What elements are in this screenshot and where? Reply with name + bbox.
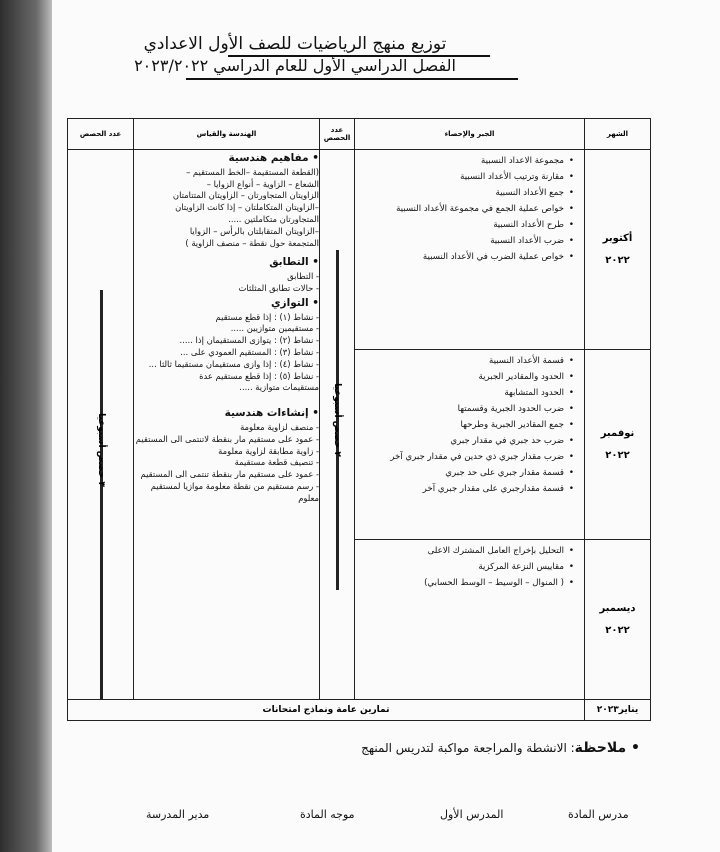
- month-year: ٢٠٢٢: [605, 449, 630, 461]
- month-cell: [585, 150, 651, 350]
- footer-month: يناير٢٠٢٣: [585, 700, 651, 721]
- month-name: نوفمبر: [600, 427, 635, 439]
- list-item: • جمع الأعداد النسبية: [361, 188, 574, 199]
- text-line: - نشاط (٣) : المستقيم العمودي على ...: [134, 347, 319, 359]
- algebra-list: [355, 350, 584, 504]
- list-item: • مقارنة وترتيب الأعداد النسبية: [361, 172, 574, 183]
- text-line: المتجاورتان متكاملتين .....: [228, 213, 319, 224]
- document-subtitle: الفصل الدراسي الأول للعام الدراسي ٢٠٢٣/٢٠٢٢: [134, 56, 456, 75]
- algebra-list: [355, 150, 584, 272]
- text-line: - حالات تطابق المثلثات: [134, 283, 319, 295]
- section-title: • مفاهيم هندسية: [134, 153, 319, 165]
- month-name: أكتوبر: [602, 232, 633, 244]
- text-line: (القطعة المستقيمة –الخط المستقيم –: [186, 166, 319, 177]
- algebra-cell: [355, 540, 585, 700]
- text-line: - نشاط (٥) : إذا قطع مستقيم عدة: [134, 371, 319, 383]
- month-cell: [585, 350, 651, 540]
- list-item: • ضرب مقدار جبري ذي حدين في مقدار جبري آخر: [361, 452, 574, 463]
- signature-principal: مدير المدرسة: [146, 808, 210, 821]
- signature-teacher: مدرس المادة: [568, 808, 629, 821]
- text-line: - نشاط (١) : إذا قطع مستقيم: [134, 312, 319, 324]
- month-name: ديسمبر: [599, 602, 636, 614]
- list-item: • قسمة مقدار جبري على حد جبري: [361, 468, 574, 479]
- list-item: • ( المنوال – الوسيط – الوسط الحسابي): [361, 578, 574, 589]
- footer-text: تمارين عامة ونماذج امتحانات: [68, 700, 585, 721]
- list-item: • مجموعة الاعداد النسبية: [361, 156, 574, 167]
- text-line: - منصف لزاوية معلومة: [134, 422, 319, 434]
- page-shadow-edge: [0, 0, 52, 852]
- text-line: - تنصيف قطعة مستقيمة: [134, 457, 319, 469]
- subtitle-underline: [186, 78, 518, 80]
- note-text: : الانشطة والمراجعة مواكبة لتدريس المنهج: [361, 741, 575, 755]
- section-title: • التطابق: [134, 257, 319, 269]
- weeks-text: ٢ حصص أسبوعيا: [332, 383, 342, 457]
- text-line: الزاويتان المتجاورتان – الزاويتان المتتامتان: [172, 190, 319, 201]
- text-line: - عمود على مستقيم مار بنقطة لاتنتمى الى المستقيم: [134, 434, 319, 446]
- algebra-cell: [355, 350, 585, 540]
- signature-first-teacher: المدرس الأول: [440, 808, 504, 821]
- table-row: [68, 150, 651, 350]
- header-month: الشهر: [585, 119, 651, 150]
- section-title: • إنشاءات هندسية: [134, 408, 319, 420]
- text-line: –الزاويتان المتكاملتان – إذا كانت الزاويتان: [175, 202, 319, 213]
- list-item: • ضرب الأعداد النسبية: [361, 236, 574, 247]
- list-item: • طرح الأعداد النسبية: [361, 220, 574, 231]
- header-weeks: عدد الحصص: [320, 119, 355, 150]
- periods-bracket: [100, 290, 103, 700]
- list-item: • خواص عملية الضرب في الأعداد النسبية: [361, 252, 574, 263]
- list-item: • قسمة مقدارجبري على مقدار جبري آخر: [361, 484, 574, 495]
- month-year: ٢٠٢٢: [605, 254, 630, 266]
- text-line: –الزاويتان المتقابلتان بالرأس – الزوايا: [189, 225, 319, 236]
- text-line: - نشاط (٢) : يتوازى المستقيمان إذا .....: [134, 335, 319, 347]
- periods-cell: [68, 150, 134, 700]
- text-line: - نشاط (٤) : إذا وازى مستقيمان مستقيما ثالثا ...: [134, 359, 319, 371]
- list-item: • مقاييس النزعة المركزية: [361, 562, 574, 573]
- document-title: توزيع منهج الرياضيات للصف الأول الاعدادي: [143, 34, 447, 54]
- algebra-cell: [355, 150, 585, 350]
- month-cell: [585, 540, 651, 700]
- note-bullet: •: [626, 740, 640, 756]
- table-footer-row: [68, 700, 651, 721]
- list-item: • خواص عملية الجمع في مجموعة الأعداد النسبية: [361, 204, 574, 215]
- section-title: • التوازي: [134, 298, 319, 310]
- list-item: • ضرب الحدود الجبرية وقسمتها: [361, 404, 574, 415]
- text-line: المتجمعة حول نقطة – منصف الزاوية ): [185, 237, 319, 248]
- header-geometry: الهندسة والقياس: [134, 119, 320, 150]
- note-label: ملاحظة: [574, 740, 627, 756]
- text-line: - زاوية مطابقة لزاوية معلومة: [134, 446, 319, 458]
- text-line: - رسم مستقيم من نقطة معلومة موازيا لمستقيم معلوم: [134, 481, 319, 505]
- header-periods: عدد الحصص: [68, 119, 134, 150]
- text-line: مستقيمات متوازية .....: [239, 382, 319, 393]
- signature-supervisor: موجه المادة: [300, 808, 355, 821]
- header-algebra: الجبر والإحصاء: [355, 119, 585, 150]
- list-item: • جمع المقادير الجبرية وطرحها: [361, 420, 574, 431]
- note: [361, 740, 640, 756]
- curriculum-table: [67, 118, 651, 721]
- table-header-row: [68, 119, 651, 150]
- list-item: • التحليل بإخراج العامل المشترك الاعلى: [361, 546, 574, 557]
- list-item: • الحدود المتشابهة: [361, 388, 574, 399]
- text-line: - التطابق: [134, 271, 319, 283]
- algebra-list: [355, 540, 584, 598]
- list-item: • الحدود والمقادير الجبرية: [361, 372, 574, 383]
- text-line: - عمود على مستقيم مار بنقطة تنتمى الى المستقيم: [134, 469, 319, 481]
- text-line: - مستقيمين متوازيين .....: [134, 323, 319, 335]
- geometry-cell: [134, 150, 320, 700]
- weeks-cell: [320, 150, 355, 700]
- month-year: ٢٠٢٢: [605, 624, 630, 636]
- list-item: • قسمة الأعداد النسبية: [361, 356, 574, 367]
- text-line: الشعاع – الزاوية – أنواع الزوايا –: [206, 178, 319, 189]
- periods-text: ٣ حصص أسبوعيا: [95, 413, 106, 487]
- list-item: • ضرب حد جبري في مقدار جبري: [361, 436, 574, 447]
